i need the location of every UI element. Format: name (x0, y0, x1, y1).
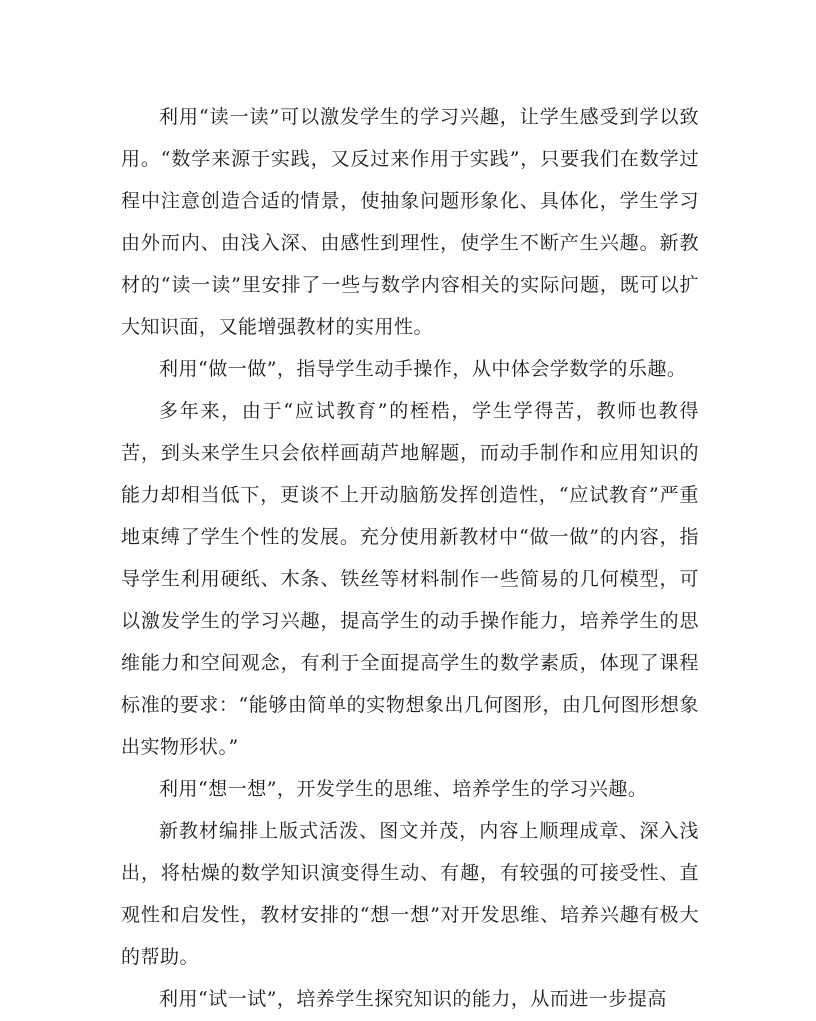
paragraph-do-section: 多年来，由于“应试教育”的桎梏，学生学得苦，教师也教得苦，到头来学生只会依样画葫芦地解题，而动手制作和应用知识的能力却相当低下，更谈不上开动脑筋发挥创造性，“应试教育”严重地束缚了学生个性的发展。充分使用新教材中“做一做”的内容，指导学生利用硬纸、木条、铁丝等材料制作一些简易的几何模型，可以激发学生的学习兴趣，提高学生的动手操作能力，培养学生的思维能力和空间观念，有利于全面提高学生的数学素质，体现了课程标准的要求：“能够由简单的实物想象出几何图形，由几何图形想象出实物形状。” (121, 400, 699, 758)
paragraph-do-heading: 利用“做一做”，指导学生动手操作，从中体会学数学的乐趣。 (159, 358, 687, 380)
paragraph-think-section: 新教材编排上版式活泼、图文并茂，内容上顺理成章、深入浅出，将枯燥的数学知识演变得生动、有趣，有较强的可接受性、直观性和启发性，教材安排的“想一想”对开发思维、培养兴趣有极大的帮助。 (121, 820, 699, 968)
paragraph-think-heading: 利用“想一想”，开发学生的思维、培养学生的学习兴趣。 (159, 778, 648, 800)
paragraph-try-heading: 利用“试一试”，培养学生探究知识的能力，从而进一步提高 (159, 988, 667, 1010)
document-body (121, 96, 699, 1020)
paragraph-read-section: 利用“读一读”可以激发学生的学习兴趣，让学生感受到学以致用。“数学来源于实践，又反过来作用于实践”，只要我们在数学过程中注意创造合适的情景，使抽象问题形象化、具体化，学生学习由外而内、由浅入深、由感性到理性，使学生不断产生兴趣。新教材的“读一读”里安排了一些与数学内容相关的实际问题，既可以扩大知识面，又能增强教材的实用性。 (121, 106, 699, 338)
